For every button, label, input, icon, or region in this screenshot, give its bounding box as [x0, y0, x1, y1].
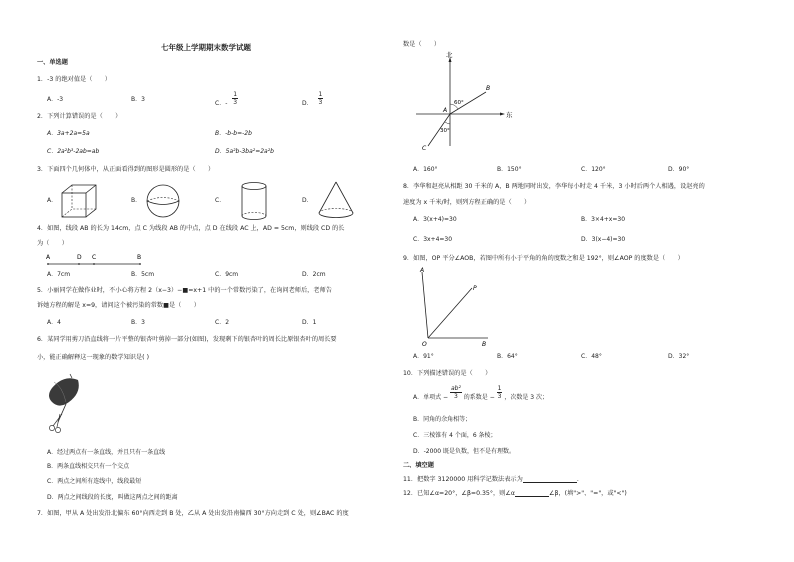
q3-option-a: A． — [47, 197, 58, 204]
q4-option-a: A．7cm — [47, 271, 71, 278]
q2-option-a: A．3a+2a=5a — [47, 130, 90, 137]
east-label: 东 — [506, 111, 513, 119]
q9-option-a: A．91° — [413, 353, 434, 360]
q11 — [403, 476, 579, 483]
cylinder-figure — [240, 181, 268, 221]
cube-figure — [60, 183, 98, 219]
q12 — [403, 490, 627, 497]
q7-stem-line2: 数是（ ） — [403, 41, 441, 48]
q1-option-c: C．- $\frac{1}{3}$ — [215, 91, 238, 108]
north-label: 北 — [446, 51, 453, 59]
section-heading-fill-blank: 二、填空题 — [403, 462, 434, 469]
angle-60-label: 60° — [454, 100, 464, 106]
seg-label-a: A — [46, 254, 51, 261]
point-a-label: A — [443, 107, 448, 114]
q11-answer-blank[interactable] — [523, 476, 577, 483]
q8-option-c: C．3x+4=30 — [413, 236, 453, 243]
q10-a-prefix: A．单项式 − — [413, 394, 449, 402]
q8-option-d: D．3(x−4)=30 — [581, 236, 626, 243]
q1-option-a: A．-3 — [47, 96, 64, 103]
q9-stem: 9．如图，OP 平分∠AOB，若图中所有小于平角的角的度数之和是 192°，则∠AOP 的度数是（ ） — [403, 255, 684, 262]
q12-end: ∠β，(填">"、"="，或"<") — [548, 490, 627, 497]
point-a-label-q9: A — [420, 267, 425, 274]
q11-end: . — [576, 476, 579, 483]
sphere-figure — [145, 183, 181, 219]
page-title: 七年级上学期期末数学试题 — [161, 43, 251, 52]
q12-text: 12．已知∠α=20°，∠β=0.35°，则∠α — [403, 490, 515, 497]
q1-option-b: B．3 — [131, 96, 145, 103]
q8-option-b: B．3×4+x=30 — [581, 216, 626, 223]
q7-stem-line1: 7．如图，甲从 A 处出发沿北偏东 60°向西走到 B 处，乙从 A 处出发沿南偏西 30°方向走到 C 处，则∠BAC 的度 — [37, 510, 349, 517]
q10-a-frac-den: 3 — [454, 393, 458, 401]
q4-option-d: D．2cm — [302, 271, 326, 278]
q3-option-c: C． — [215, 197, 226, 204]
q1-c-frac-num: 1 — [233, 91, 238, 98]
q9-option-b: B．64° — [497, 353, 518, 360]
q10-a-mid: 的系数是 − — [463, 394, 495, 402]
point-p-label: P — [473, 285, 477, 292]
q6-stem-line1: 6．某同学用剪刀沿直线将一片平整的银杏叶剪掉一部分(如图)，发现剩下的银杏叶的周长比原银杏叶的周长要 — [37, 336, 337, 343]
q1-option-d: D． $\frac{1}{3}$ — [302, 91, 323, 108]
q10-option-b: B．同角的余角相等； — [413, 416, 472, 423]
compass-direction-figure — [412, 51, 522, 154]
q10-option-a — [413, 385, 548, 400]
q3-stem: 3．下面四个几何体中，从正面看得到的图形是圆形的是（ ） — [37, 166, 215, 173]
q10-stem: 10．下列描述错误的是（ ） — [403, 370, 492, 377]
q4-option-b: B．5cm — [131, 271, 155, 278]
q4-stem-line2: 为（ ） — [37, 240, 68, 247]
segment-figure — [45, 252, 145, 268]
seg-label-d: D — [77, 254, 82, 261]
q7-option-c: C．120° — [581, 166, 606, 173]
angle-30-label: 30° — [440, 128, 450, 134]
point-b-label: B — [486, 85, 491, 92]
q6-option-d: D．两点之间线段的长度，叫做这两点之间的距离 — [47, 494, 178, 501]
q5-stem-line2: 诉她方程的解是 x=9，请问这个被污染的常数■是（ ） — [37, 302, 200, 309]
point-c-label: C — [422, 145, 427, 152]
q6-option-c: C．两点之间所有连线中，线段最短 — [47, 478, 142, 485]
q5-option-c: C．2 — [215, 319, 230, 326]
q6-stem-line2: 小，能正确解释这一现象的数学知识是( ) — [37, 354, 149, 361]
section-heading-single-choice: 一、单选题 — [37, 59, 68, 66]
q9-option-d: D．32° — [668, 353, 690, 360]
q4-option-c: C．9cm — [215, 271, 239, 278]
q10-a-suffix: ，次数是 3 次； — [504, 394, 549, 402]
q5-option-b: B．3 — [131, 319, 145, 326]
angle-bisector-figure — [416, 266, 496, 350]
q6-option-a: A．经过两点有一条直线，并且只有一条直线 — [47, 449, 166, 456]
point-b-label-q9: B — [482, 341, 487, 348]
q7-option-d: D．90° — [668, 166, 690, 173]
q10-a-frac2-num: 1 — [497, 385, 502, 392]
q2-option-c: C．2a²b³-2ab=ab — [47, 148, 100, 155]
q5-option-a: A．4 — [47, 319, 61, 326]
q12-answer-blank[interactable] — [515, 490, 549, 497]
q7-option-a: A．160° — [413, 166, 438, 173]
q6-option-b: B．两条直线相交只有一个交点 — [47, 463, 130, 470]
cone-figure — [316, 180, 356, 220]
point-o-label: O — [422, 341, 427, 348]
q8-stem-line2: 速度为 x 千米/时，则列方程正确的是（ ） — [403, 199, 531, 206]
q10-option-d: D．-2000 既是负数，但不是有理数。 — [413, 448, 515, 455]
q10-a-frac2-den: 3 — [497, 393, 502, 401]
q2-option-d: D．5a²b-3ba²=2a²b — [215, 148, 274, 155]
q1-d-frac-num: 1 — [318, 91, 323, 98]
ginkgo-leaf-figure — [44, 372, 84, 434]
q5-option-d: D．1 — [302, 319, 317, 326]
q10-option-c: C．三棱锥有 4 个面，6 条棱； — [413, 432, 497, 439]
q3-option-b: B． — [131, 197, 142, 204]
q7-option-b: B．150° — [497, 166, 522, 173]
q1-c-frac-den: 3 — [233, 99, 238, 107]
q3-option-d: D． — [302, 197, 313, 204]
q10-a-frac-num: ab² — [450, 385, 461, 392]
q1-stem: 1．-3 的绝对值是（ ） — [37, 76, 111, 83]
q1-d-frac-den: 3 — [318, 99, 323, 107]
q2-option-b: B．-b-b=-2b — [215, 130, 252, 137]
q5-stem-line1: 5．小丽同学在做作业时，不小心将方程 2（x−3）−■=x+1 中的一个常数污染了，在询问老师后，老师告 — [37, 287, 332, 294]
q9-option-c: C．48° — [581, 353, 602, 360]
q2-stem: 2．下列计算错误的是（ ） — [37, 113, 122, 120]
q11-text: 11．把数字 3120000 用科学记数法表示为 — [403, 476, 523, 483]
q4-stem-line1: 4．如图，线段 AB 的长为 14cm，点 C 为线段 AB 的中点，点 D 在线段 AC 上，AD = 5cm，则线段 CD 的长 — [37, 225, 345, 232]
seg-label-c: C — [92, 254, 97, 261]
q8-option-a: A．3(x+4)=30 — [413, 216, 457, 223]
q8-stem-line1: 8．李华和赵亮从相距 30 千米的 A，B 两地同时出发，李华每小时走 4 千米，3 小时后两个人相遇，设赵亮的 — [403, 183, 705, 190]
seg-label-b: B — [137, 254, 142, 261]
